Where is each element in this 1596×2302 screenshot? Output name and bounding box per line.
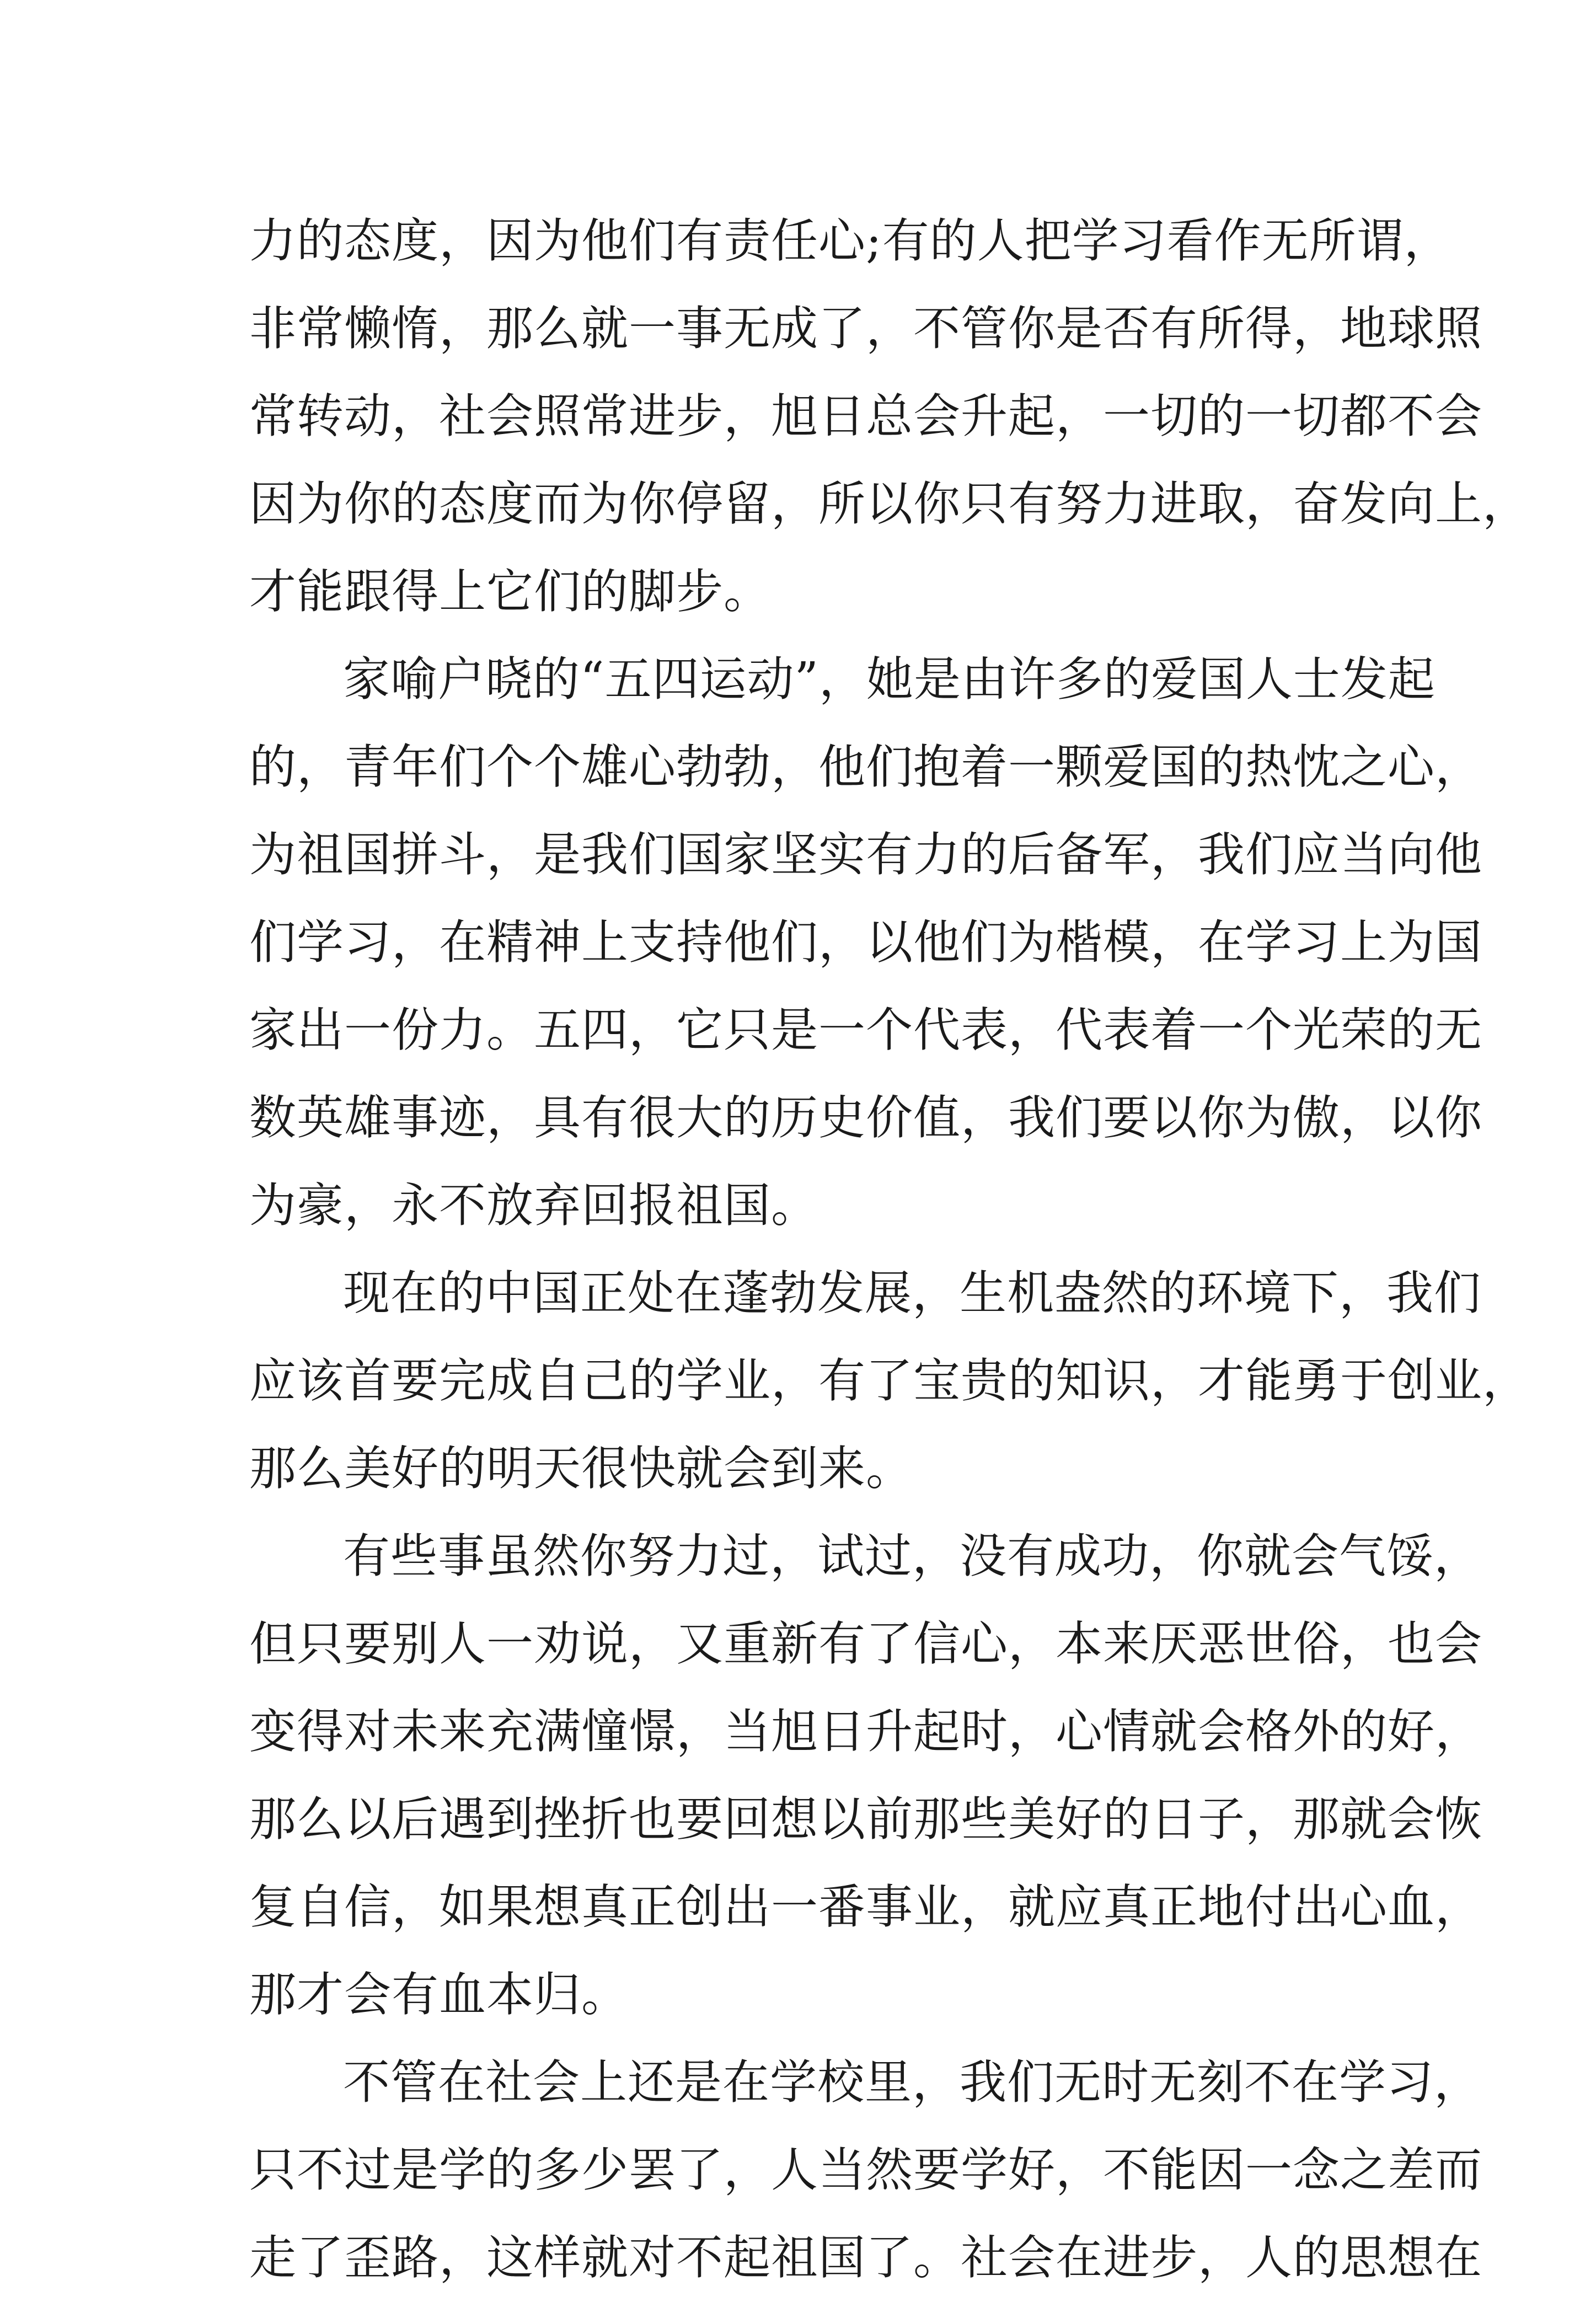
text-line: 有些事虽然你努力过，试过，没有成功，你就会气馁， bbox=[343, 1529, 1482, 1584]
paragraph-3 bbox=[249, 1250, 1530, 1513]
paragraph-1 bbox=[249, 197, 1530, 636]
text-line: 变得对未来充满憧憬，当旭日升起时，心情就会格外的好， bbox=[249, 1705, 1483, 1759]
text-line: 不管在社会上还是在学校里，我们无时无刻不在学习， bbox=[343, 2055, 1482, 2110]
paragraph-5 bbox=[249, 2039, 1483, 2302]
body-text bbox=[249, 197, 1530, 2302]
text-line: 家出一份力。五四，它只是一个代表，代表着一个光荣的无 bbox=[249, 1003, 1483, 1058]
text-line: 那才会有血本归。 bbox=[249, 1968, 629, 2022]
text-line: 常转动，社会照常进步，旭日总会升起，一切的一切都不会 bbox=[249, 389, 1483, 444]
text-line: 但只要别人一劝说，又重新有了信心，本来厌恶世俗，也会 bbox=[249, 1617, 1483, 1672]
text-line: 只不过是学的多少罢了，人当然要学好，不能因一念之差而 bbox=[249, 2143, 1483, 2198]
text-line: 数英雄事迹，具有很大的历史价值，我们要以你为傲，以你 bbox=[249, 1091, 1483, 1145]
text-line: 现在的中国正处在蓬勃发展，生机盎然的环境下，我们 bbox=[343, 1266, 1482, 1321]
text-line: 那么美好的明天很快就会到来。 bbox=[249, 1442, 914, 1496]
paragraph-4 bbox=[249, 1513, 1483, 2039]
text-line: 为祖国拼斗，是我们国家坚实有力的后备军，我们应当向他 bbox=[249, 828, 1483, 882]
text-line: 为豪，永不放弃回报祖国。 bbox=[249, 1179, 819, 1233]
paragraph-2 bbox=[249, 636, 1483, 1250]
text-line: 复自信，如果想真正创出一番事业，就应真正地付出心血， bbox=[249, 1880, 1483, 1935]
text-line: 那么以后遇到挫折也要回想以前那些美好的日子，那就会恢 bbox=[249, 1792, 1483, 1847]
text-line: 应该首要完成自己的学业，有了宝贵的知识，才能勇于创业， bbox=[249, 1354, 1530, 1409]
text-line: 才能跟得上它们的脚步。 bbox=[249, 565, 772, 619]
text-line: 的，青年们个个雄心勃勃，他们抱着一颗爱国的热忱之心， bbox=[249, 740, 1483, 795]
text-line: 因为你的态度而为你停留，所以你只有努力进取，奋发向上， bbox=[249, 477, 1530, 532]
text-line: 们学习，在精神上支持他们，以他们为楷模，在学习上为国 bbox=[249, 916, 1483, 970]
text-line: 非常懒惰，那么就一事无成了，不管你是否有所得，地球照 bbox=[249, 302, 1483, 356]
text-line: 家喻户晓的“五四运动”，她是由许多的爱国人士发起 bbox=[343, 652, 1436, 707]
text-line: 走了歪路，这样就对不起祖国了。社会在进步，人的思想在 bbox=[249, 2231, 1483, 2285]
text-line: 力的态度，因为他们有责任心;有的人把学习看作无所谓， bbox=[249, 214, 1452, 269]
